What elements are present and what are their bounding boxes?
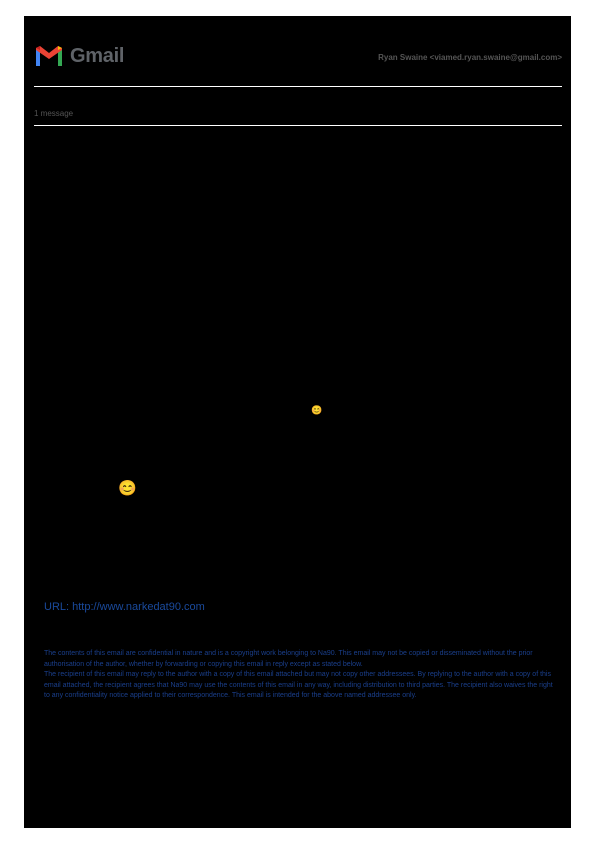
- gmail-logo: [34, 42, 124, 70]
- gmail-wordmark: Gmail: [70, 44, 125, 67]
- disclaimer-paragraph: The contents of this email are confidential in nature and is a copyright work belonging to Na90. This email may not be copied or disseminated without the prior authorisation of the author, whether by forwarding or copying this email in reply except as stated below.: [44, 650, 533, 668]
- header-divider: [34, 86, 562, 87]
- url-line: [44, 601, 205, 613]
- smiley-emoji-large: 😊: [118, 480, 137, 497]
- email-page: [24, 16, 571, 828]
- smiley-emoji-small: 😊: [311, 405, 323, 415]
- message-count: 1 message: [34, 109, 74, 118]
- account-owner: Ryan Swaine <viamed.ryan.swaine@gmail.com>: [378, 53, 562, 62]
- thread-divider: [34, 125, 562, 126]
- disclaimer-paragraph: The recipient of this email may reply to the author with a copy of this email attached but may not copy other addressees. By replying to the author with a copy of this email attached, the recipient agrees that Na90 may use the contents of this email in any way, including distribution to third parties. The recipient also waives the right to any confidentiality notice applied to their correspondence. This email is intended for the above named addressee only.: [44, 671, 553, 699]
- website-link[interactable]: http://www.narkedat90.com: [72, 601, 205, 613]
- confidentiality-disclaimer: [44, 649, 554, 702]
- gmail-m-icon: [34, 45, 64, 68]
- url-label: URL:: [44, 601, 70, 613]
